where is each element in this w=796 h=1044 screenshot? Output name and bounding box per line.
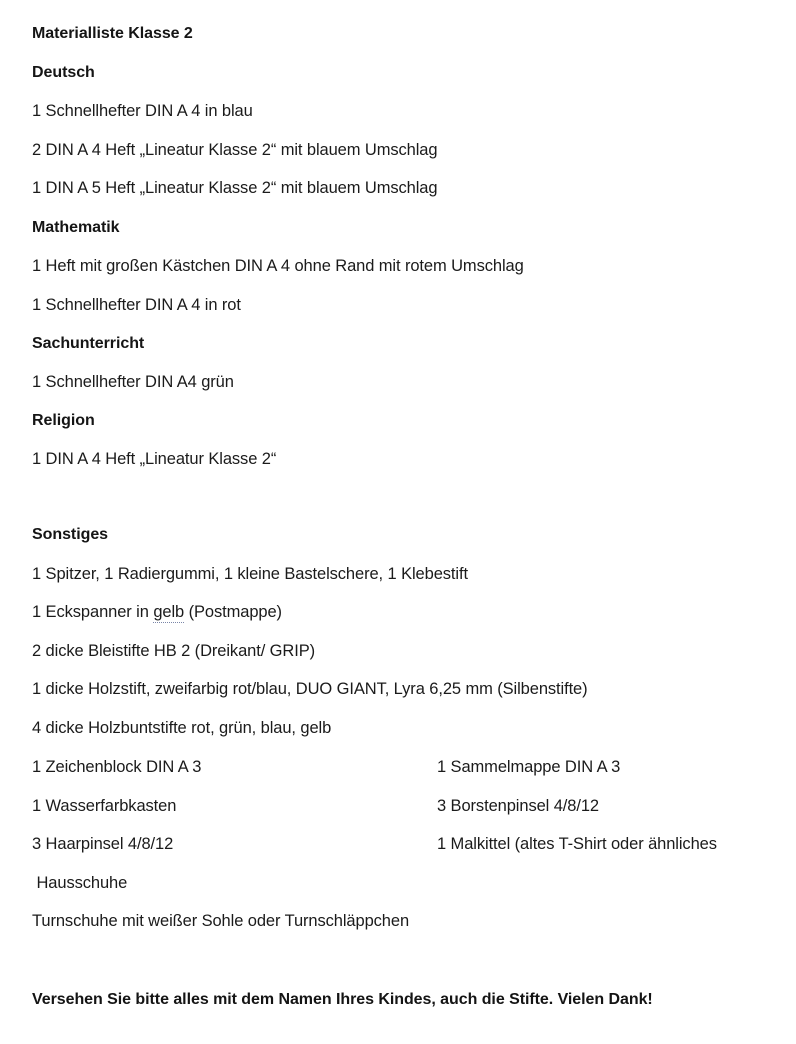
list-item: 1 Wasserfarbkasten: [32, 797, 177, 815]
list-item: 1 DIN A 5 Heft „Lineatur Klasse 2“ mit blauem Umschlag: [32, 179, 438, 197]
list-item: 1 Spitzer, 1 Radiergummi, 1 kleine Bastelschere, 1 Klebestift: [32, 565, 468, 583]
list-item: 4 dicke Holzbuntstifte rot, grün, blau, gelb: [32, 719, 332, 737]
eckspanner-text-before: 1 Eckspanner in: [32, 603, 154, 621]
list-item: 1 Schnellhefter DIN A4 grün: [32, 373, 234, 391]
list-item: 2 dicke Bleistifte HB 2 (Dreikant/ GRIP): [32, 642, 316, 660]
eckspanner-text-after: (Postmappe): [184, 603, 282, 621]
section-heading-mathematik: Mathematik: [32, 219, 120, 236]
page-title: Materialliste Klasse 2: [32, 25, 193, 42]
section-heading-deutsch: Deutsch: [32, 64, 95, 81]
footer-note: Versehen Sie bitte alles mit dem Namen Ihres Kindes, auch die Stifte. Vielen Dank!: [32, 991, 653, 1008]
list-item: 1 Schnellhefter DIN A 4 in rot: [32, 296, 241, 314]
list-item: 1 Heft mit großen Kästchen DIN A 4 ohne Rand mit rotem Umschlag: [32, 257, 524, 275]
list-item: 2 DIN A 4 Heft „Lineatur Klasse 2“ mit blauem Umschlag: [32, 141, 438, 159]
section-heading-sonstiges: Sonstiges: [32, 526, 109, 543]
list-item: 3 Haarpinsel 4/8/12: [32, 835, 174, 853]
list-item: 3 Borstenpinsel 4/8/12: [437, 797, 599, 815]
list-item: 1 dicke Holzstift, zweifarbig rot/blau, DUO GIANT, Lyra 6,25 mm (Silbenstifte): [32, 680, 588, 698]
list-item: 1 Sammelmappe DIN A 3: [437, 758, 621, 776]
list-item: 1 Zeichenblock DIN A 3: [32, 758, 202, 776]
section-heading-sachunterricht: Sachunterricht: [32, 335, 145, 352]
section-heading-religion: Religion: [32, 412, 95, 429]
list-item-hausschuhe: Hausschuhe: [32, 874, 128, 892]
list-item: 1 DIN A 4 Heft „Lineatur Klasse 2“: [32, 450, 277, 468]
smarttag-marked-word: gelb: [153, 603, 185, 621]
list-item-eckspanner: [32, 602, 282, 622]
list-item: 1 Schnellhefter DIN A 4 in blau: [32, 102, 253, 120]
list-item-turnschuhe: Turnschuhe mit weißer Sohle oder Turnschläppchen: [32, 912, 410, 930]
list-item: 1 Malkittel (altes T-Shirt oder ähnliches: [437, 835, 717, 853]
